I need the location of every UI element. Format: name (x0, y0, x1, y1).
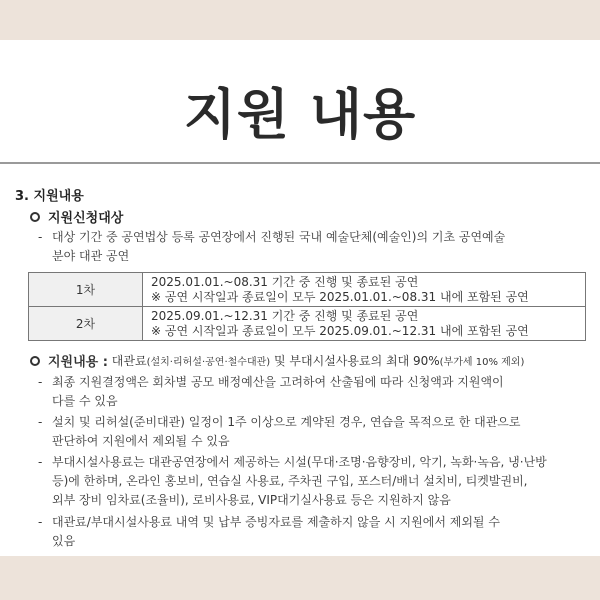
support-item (38, 453, 593, 510)
support-text1-paren: (설치·리허설·공연·철수대관) (146, 357, 271, 368)
dash-marker: - (38, 415, 43, 429)
eligibility-heading-text: 지원신청대상 (48, 211, 124, 226)
round-detail (143, 307, 586, 341)
dash-marker: - (38, 455, 43, 469)
support-text2-paren: (부가세 10% 제외) (439, 357, 525, 368)
dash-marker: - (38, 515, 43, 529)
eligibility-description (38, 228, 590, 266)
section-heading (15, 185, 84, 204)
support-item (38, 513, 593, 551)
support-item-line: 다를 수 있음 (52, 394, 118, 408)
round-label: 2차 (29, 307, 143, 341)
eligibility-desc-line1: 대상 기간 중 공연법상 등록 공연장에서 진행된 국내 예술단체(예술인)의 기초 공연예술 (52, 230, 506, 244)
schedule-table (28, 272, 586, 341)
support-item-line: 있음 (52, 534, 76, 548)
eligibility-heading (30, 207, 123, 226)
support-label: 지원내용 : (48, 355, 108, 370)
support-item-line: 부대시설사용료는 대관공연장에서 제공하는 시설(무대·조명·음향장비, 악기, 녹화·녹음, 냉·난방 (52, 455, 547, 469)
support-heading (30, 351, 524, 370)
dash-marker: - (38, 375, 43, 389)
round-label: 1차 (29, 273, 143, 307)
support-item-line: 최종 지원결정액은 회차별 공모 배정예산을 고려하여 산출됨에 따라 신청액과 지원액이 (52, 375, 504, 389)
circle-bullet-icon (30, 356, 40, 366)
round-period: 2025.01.01.~08.31 기간 중 진행 및 종료된 공연 (151, 274, 419, 289)
title-divider (0, 162, 600, 164)
table-row (29, 273, 586, 307)
eligibility-desc-line2: 분야 대관 공연 (52, 249, 130, 263)
support-item-line: 등)에 한하며, 온라인 홍보비, 연습실 사용료, 주차권 구입, 포스터/배너 설치비, 티켓발권비, (52, 474, 528, 488)
section-number: 3. (15, 189, 29, 204)
round-note: ※ 공연 시작일과 종료일이 모두 2025.09.01.~12.31 내에 포함된 공연 (151, 323, 529, 338)
round-period: 2025.09.01.~12.31 기간 중 진행 및 종료된 공연 (151, 308, 419, 323)
round-note: ※ 공연 시작일과 종료일이 모두 2025.01.01.~08.31 내에 포함된 공연 (151, 289, 529, 304)
support-item (38, 373, 593, 411)
support-text1: 대관료 (111, 354, 147, 368)
page-title: 지원 내용 (183, 83, 417, 146)
document-sheet (0, 40, 600, 556)
support-item-line: 대관료/부대시설사용료 내역 및 납부 증빙자료를 제출하지 않을 시 지원에서 제외될 수 (52, 515, 500, 529)
dash-marker: - (38, 230, 43, 244)
circle-bullet-icon (30, 212, 40, 222)
support-item (38, 413, 593, 451)
support-item-line: 판단하여 지원에서 제외될 수 있음 (52, 434, 230, 448)
round-detail (143, 273, 586, 307)
support-item-line: 설치 및 리허설(준비대관) 일정이 1주 이상으로 계약된 경우, 연습을 목적으로 한 대관으로 (52, 415, 521, 429)
table-row (29, 307, 586, 341)
section-title: 지원내용 (33, 189, 84, 204)
support-text2: 및 부대시설사용료의 최대 90% (274, 354, 440, 368)
support-item-line: 외부 장비 임차료(조율비), 로비사용료, VIP대기실사용료 등은 지원하지 않음 (52, 493, 451, 507)
